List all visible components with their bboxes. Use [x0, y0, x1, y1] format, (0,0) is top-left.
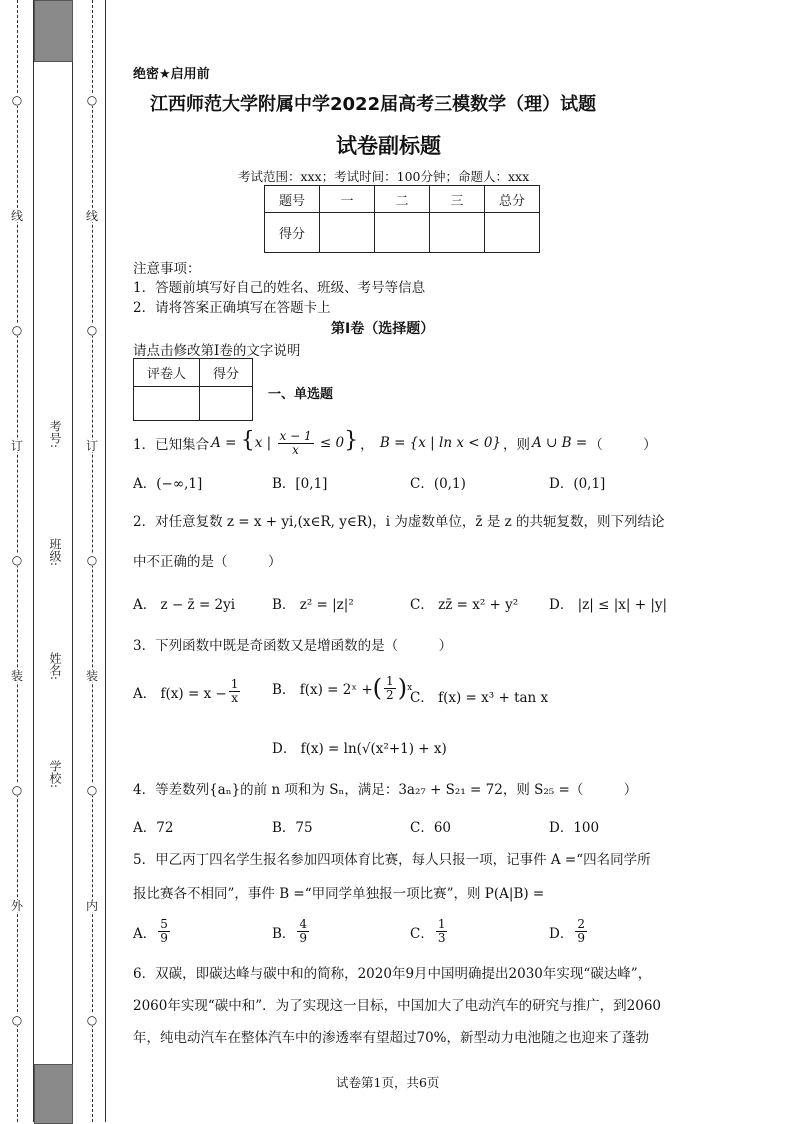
margin-char-mark: 外 — [10, 899, 23, 913]
margin-char-mark: 内 — [85, 899, 98, 913]
margin-char-mark: 装 — [85, 669, 98, 683]
margin-char-mark: 装 — [10, 669, 23, 683]
grader-cell[interactable] — [134, 387, 200, 421]
question-6-line1: 6．双碳，即碳达峰与碳中和的简称，2020年9月中国明确提出2030年实现“碳达峰”， — [133, 966, 652, 982]
margin-circle-mark: ○ — [86, 323, 98, 337]
question-1 — [133, 428, 657, 457]
q3-fraction: $\frac{1}{2}$ — [386, 673, 394, 702]
q5-option-a[interactable] — [133, 918, 172, 945]
margin-border-inner — [105, 0, 106, 1122]
q1-option-a[interactable]: A．(−∞,1] — [133, 476, 203, 492]
score-header-cell: 一 — [320, 186, 375, 213]
binding-gray-top — [34, 0, 73, 62]
q1-stem-prefix: 1．已知集合 — [133, 436, 210, 453]
q1-stem-mid: ，则 — [503, 436, 531, 453]
q5-fraction: $\frac{5}{9}$ — [160, 917, 168, 945]
grader-header: 评卷人 — [134, 359, 200, 387]
q5-option-d-label: D． — [549, 925, 574, 942]
q3-option-c[interactable]: C． f(x) = x³ + tan x — [410, 690, 549, 706]
margin-circle-mark: ○ — [11, 1013, 23, 1027]
margin-circle-mark: ○ — [11, 323, 23, 337]
score-cell[interactable] — [200, 387, 253, 421]
note-item: 2．请将答案正确填写在答题卡上 — [133, 300, 331, 316]
q1-set-b: B = {x | ln x < 0} — [375, 434, 502, 451]
margin-border-right — [72, 0, 73, 1122]
score-cell: 得分 — [265, 213, 320, 253]
q1-set-a: A = {x | $\frac{x - 1}{x}$ ≤ 0} — [211, 428, 359, 457]
q5-option-b[interactable] — [272, 918, 311, 945]
margin-char-mark: 订 — [10, 439, 23, 453]
question-6-line3: 年，纯电动汽车在整体汽车中的渗透率有望超过70%，新型动力电池随之也迎来了蓬勃 — [133, 1030, 650, 1046]
margin-circle-mark: ○ — [11, 93, 23, 107]
q5-option-c-label: C． — [410, 925, 434, 942]
margin-border-left — [33, 0, 34, 1122]
question-4: 4．等差数列{aₙ}的前 n 项和为 Sₙ，满足：3a₂₇ + S₂₁ = 72，则 S₂₅ =（ ） — [133, 782, 638, 798]
margin-circle-mark: ○ — [86, 93, 98, 107]
margin-char-mark: 订 — [85, 439, 98, 453]
q5-fraction: $\frac{4}{9}$ — [299, 917, 308, 945]
notes-title: 注意事项： — [133, 261, 201, 277]
note-item: 1．答题前填写好自己的姓名、班级、考号等信息 — [133, 280, 426, 296]
q1-option-d[interactable]: D．(0,1] — [549, 476, 606, 492]
score-table — [264, 185, 540, 253]
score-header: 得分 — [200, 359, 253, 387]
score-header-cell: 题号 — [265, 186, 320, 213]
score-cell[interactable] — [485, 213, 540, 253]
q2-option-a[interactable]: A． z − z̄ = 2yi — [133, 597, 236, 613]
q3-paren: ) — [397, 674, 408, 702]
q4-option-c[interactable]: C．60 — [410, 820, 452, 836]
exam-info: 考试范围：xxx；考试时间：100分钟；命题人：xxx — [238, 169, 530, 184]
q5-fraction: $\frac{2}{9}$ — [577, 917, 585, 945]
section-description: 请点击修改第I卷的文字说明 — [133, 343, 301, 359]
q1-option-c[interactable]: C．(0,1) — [410, 476, 466, 492]
q1-sep: ， — [360, 436, 374, 453]
page-subtitle: 试卷副标题 — [336, 134, 441, 158]
q3-exponent: x — [407, 683, 413, 693]
page-title: 江西师范大学附属中学2022届高考三模数学（理）试题 — [150, 94, 597, 115]
q5-option-d[interactable] — [549, 918, 589, 945]
score-header-cell: 总分 — [485, 186, 540, 213]
grader-table — [133, 358, 253, 421]
margin-circle-mark: ○ — [11, 553, 23, 567]
label-exam-number: 考号: — [48, 420, 62, 449]
page-footer: 试卷第1页，共6页 — [336, 1075, 440, 1090]
q1-option-b[interactable]: B．[0,1] — [272, 476, 328, 492]
secret-mark: 绝密★启用前 — [133, 67, 210, 82]
label-name: 姓名: — [48, 652, 62, 681]
q5-option-a-label: A． — [133, 925, 157, 942]
q3-fraction: $\frac{1}{x}$ — [230, 677, 239, 705]
score-cell[interactable] — [375, 213, 430, 253]
margin-char-mark: 线 — [85, 209, 98, 223]
section-title: 第I卷（选择题） — [331, 321, 435, 337]
score-header-cell: 二 — [375, 186, 430, 213]
score-header-cell: 三 — [430, 186, 485, 213]
margin-circle-mark: ○ — [86, 553, 98, 567]
question-2-line1: 2．对任意复数 z = x + yi,(x∈R, y∈R)，i 为虚数单位，z̄ 是 z 的共轭复数，则下列结论 — [133, 514, 665, 530]
score-cell[interactable] — [430, 213, 485, 253]
q3-option-b-text: B． f(x) = 2ˣ + — [272, 682, 373, 698]
question-2-line2: 中不正确的是（ ） — [133, 554, 282, 570]
q5-option-b-label: B． — [272, 925, 296, 942]
q5-option-c[interactable] — [410, 918, 449, 945]
q2-option-c[interactable]: C． zz̄ = x² + y² — [410, 597, 519, 613]
q1-union: A ∪ B = — [532, 434, 588, 451]
q3-paren: ( — [372, 674, 383, 702]
binding-gray-bottom — [34, 1064, 73, 1124]
margin-char-mark: 线 — [10, 209, 23, 223]
q3-option-b[interactable] — [272, 674, 412, 702]
q1-stem-end: （ ） — [589, 436, 657, 453]
q4-option-b[interactable]: B．75 — [272, 820, 313, 836]
label-school: 学校: — [48, 760, 62, 789]
q4-option-a[interactable]: A．72 — [133, 820, 174, 836]
q4-option-d[interactable]: D．100 — [549, 820, 600, 836]
question-6-line2: 2060年实现“碳中和”．为了实现这一目标，中国加大了电动汽车的研究与推广，到2060 — [133, 998, 662, 1014]
part-title: 一、单选题 — [268, 387, 334, 402]
q3-option-a-text: A． f(x) = x − — [133, 685, 227, 702]
q2-option-b[interactable]: B． z² = |z|² — [272, 597, 354, 613]
q2-option-d[interactable]: D． |z| ≤ |x| + |y| — [549, 597, 668, 613]
question-3: 3．下列函数中既是奇函数又是增函数的是（ ） — [133, 638, 453, 654]
q3-option-a[interactable] — [133, 678, 242, 705]
question-5-line1: 5．甲乙丙丁四名学生报名参加四项体育比赛，每人只报一项，记事件 A =“四名同学所 — [133, 852, 651, 868]
margin-circle-mark: ○ — [86, 1013, 98, 1027]
score-cell[interactable] — [320, 213, 375, 253]
margin-circle-mark: ○ — [11, 783, 23, 797]
question-5-line2: 报比赛各不相同”，事件 B =“甲同学单独报一项比赛”，则 P(A|B) = — [133, 886, 545, 902]
q3-option-d[interactable]: D． f(x) = ln(√(x²+1) + x) — [272, 741, 447, 757]
label-class: 班级: — [48, 538, 62, 567]
q5-fraction: $\frac{1}{3}$ — [437, 917, 446, 945]
margin-circle-mark: ○ — [86, 783, 98, 797]
